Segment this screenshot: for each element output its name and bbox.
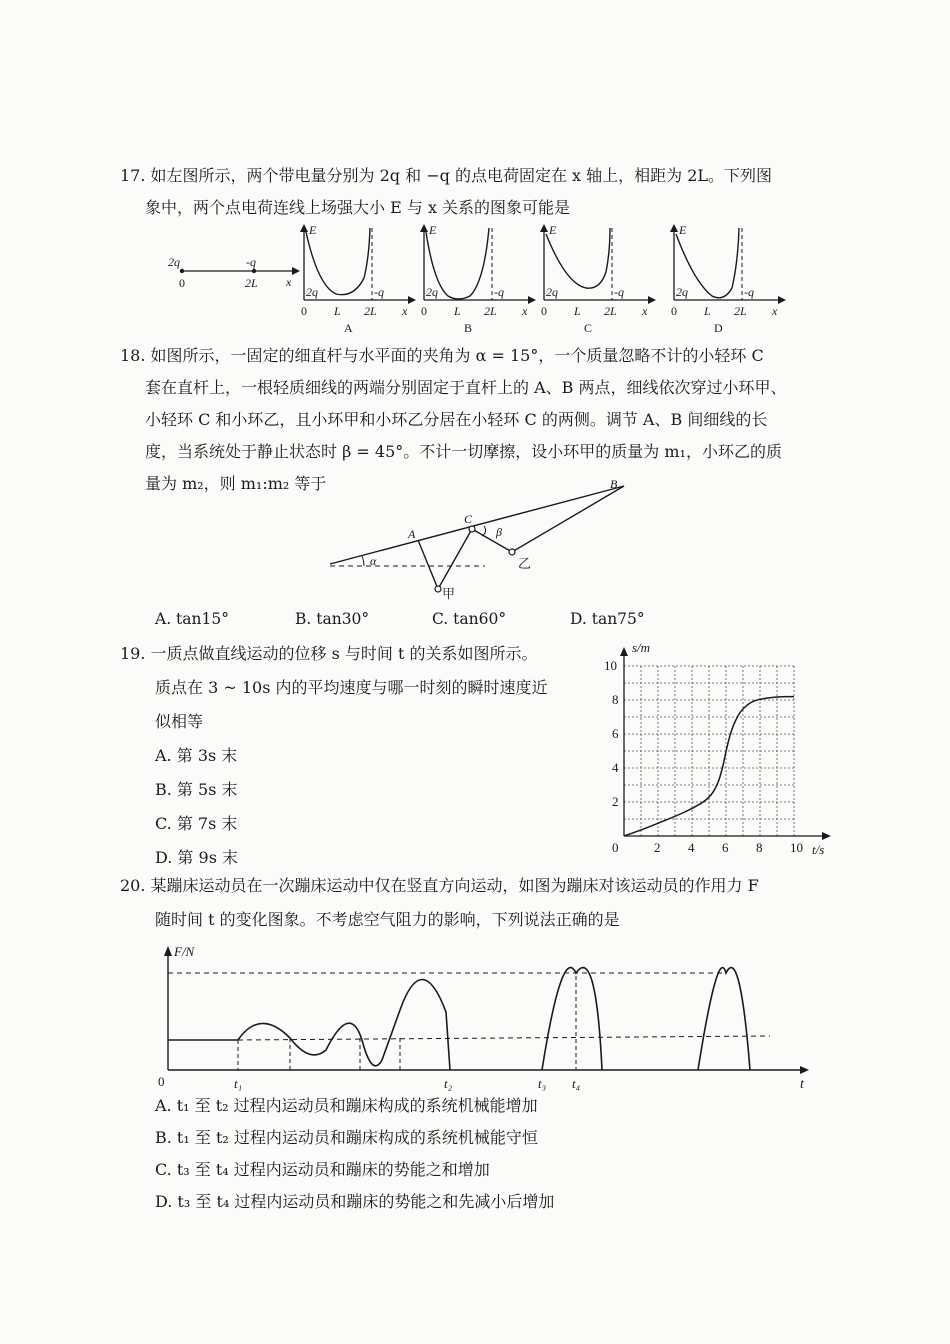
graph-a-x: x bbox=[402, 304, 408, 318]
q20-fig-0: 0 bbox=[158, 1074, 165, 1089]
q17-graph-c bbox=[536, 222, 656, 334]
q18-line3: 小轻环 C 和小环乙，且小环甲和小环乙分居在小轻环 C 的两侧。调节 A、B 间细线的长 bbox=[145, 410, 768, 429]
x-tick-label: 0 bbox=[612, 840, 619, 855]
q18-fig-alpha: α bbox=[370, 554, 377, 568]
x-tick-label: 10 bbox=[790, 840, 803, 855]
graph-a-2L: 2L bbox=[364, 304, 377, 318]
q18-line4: 度，当系统处于静止状态时 β = 45°。不计一切摩擦，设小环甲的质量为 m₁，小环乙的质 bbox=[145, 442, 782, 461]
q17-fig-2q: 2q bbox=[168, 255, 180, 269]
y-tick-label: 6 bbox=[612, 726, 619, 741]
graph-a-negq: -q bbox=[374, 285, 384, 299]
graph-b-E: E bbox=[429, 223, 437, 237]
graph-c-E: E bbox=[549, 223, 557, 237]
q18-option-d: D. tan75° bbox=[570, 610, 645, 628]
q17-graph-b bbox=[416, 222, 536, 334]
x-tick-label: 2 bbox=[654, 840, 661, 855]
q18-line2: 套在直杆上，一根轻质细线的两端分别固定于直杆上的 A、B 两点，细线依次穿过小环甲、 bbox=[145, 378, 787, 397]
y-tick-label: 4 bbox=[612, 760, 619, 775]
graph-b-2L: 2L bbox=[484, 304, 497, 318]
graph-a-label: A bbox=[344, 321, 353, 335]
graph-c-2L: 2L bbox=[604, 304, 617, 318]
q18-line1: 18. 如图所示，一固定的细直杆与水平面的夹角为 α = 15°，一个质量忽略不计的小轻环 C bbox=[120, 346, 764, 365]
graph-d-2L: 2L bbox=[734, 304, 747, 318]
q20-option-c: C. t₃ 至 t₄ 过程内运动员和蹦床的势能之和增加 bbox=[155, 1160, 490, 1179]
q19-line1: 19. 一质点做直线运动的位移 s 与时间 t 的关系如图所示。 bbox=[120, 644, 538, 663]
graph-c-0: 0 bbox=[541, 304, 547, 318]
q18-fig-yi: 乙 bbox=[518, 556, 532, 571]
q20-option-b: B. t₁ 至 t₂ 过程内运动员和蹦床构成的系统机械能守恒 bbox=[155, 1128, 538, 1147]
q20-fig-t: t bbox=[800, 1077, 804, 1092]
q17-line1: 17. 如左图所示，两个带电量分别为 2q 和 −q 的点电荷固定在 x 轴上，相距为 2L。下列图 bbox=[120, 166, 773, 185]
q17-graph-d bbox=[666, 222, 786, 334]
q19-st-chart bbox=[600, 640, 840, 860]
graph-c-L: L bbox=[574, 304, 581, 318]
q20-fig-F: F/N bbox=[174, 944, 195, 959]
y-tick-label: 2 bbox=[612, 794, 619, 809]
q20-force-figure bbox=[150, 940, 820, 1100]
q18-fig-C: C bbox=[464, 512, 473, 526]
q17-fig-2L: 2L bbox=[245, 276, 258, 290]
q18-rod-figure bbox=[320, 470, 640, 600]
q20-option-d: D. t₃ 至 t₄ 过程内运动员和蹦床的势能之和先减小后增加 bbox=[155, 1192, 555, 1211]
graph-a-0: 0 bbox=[301, 304, 307, 318]
q17-line2: 象中，两个点电荷连线上场强大小 E 与 x 关系的图象可能是 bbox=[145, 198, 571, 217]
q18-option-a: A. tan15° bbox=[155, 610, 229, 628]
q17-fig-origin: 0 bbox=[179, 276, 185, 290]
graph-c-x: x bbox=[642, 304, 648, 318]
graph-b-0: 0 bbox=[421, 304, 427, 318]
q20-line1: 20. 某蹦床运动员在一次蹦床运动中仅在竖直方向运动，如图为蹦床对该运动员的作用力 F bbox=[120, 876, 759, 895]
x-tick-label: 4 bbox=[688, 840, 695, 855]
q20-option-a: A. t₁ 至 t₂ 过程内运动员和蹦床构成的系统机械能增加 bbox=[155, 1096, 538, 1115]
graph-c-2q: 2q bbox=[546, 285, 558, 299]
graph-b-2q: 2q bbox=[426, 285, 438, 299]
q20-fig-t2: t₂ bbox=[444, 1076, 453, 1091]
q17-fig-x: x bbox=[286, 275, 292, 289]
graph-d-label: D bbox=[714, 321, 723, 335]
q17-fig-negq: -q bbox=[246, 255, 256, 269]
q18-fig-B: B bbox=[610, 477, 618, 491]
graph-a-E: E bbox=[309, 223, 317, 237]
q19-ylabel: s/m bbox=[632, 640, 651, 655]
q18-fig-jia: 甲 bbox=[442, 586, 456, 601]
graph-b-L: L bbox=[454, 304, 461, 318]
q19-line2: 质点在 3 ~ 10s 内的平均速度与哪一时刻的瞬时速度近 bbox=[155, 678, 548, 697]
graph-d-x: x bbox=[772, 304, 778, 318]
graph-d-negq: -q bbox=[744, 285, 754, 299]
graph-c-negq: -q bbox=[614, 285, 624, 299]
q19-xlabel: t/s bbox=[812, 842, 825, 857]
q17-charge-figure bbox=[160, 248, 300, 298]
graph-a-2q: 2q bbox=[306, 285, 318, 299]
q19-option-b: B. 第 5s 末 bbox=[155, 780, 238, 799]
x-tick-label: 8 bbox=[756, 840, 763, 855]
graph-d-E: E bbox=[679, 223, 687, 237]
graph-b-x: x bbox=[522, 304, 528, 318]
graph-c-label: C bbox=[584, 321, 593, 335]
q20-fig-t3: t₃ bbox=[538, 1076, 547, 1091]
q17-graph-a bbox=[296, 222, 416, 334]
graph-a-L: L bbox=[334, 304, 341, 318]
q18-fig-beta: β bbox=[496, 525, 502, 539]
y-tick-label: 8 bbox=[612, 692, 619, 707]
q18-option-c: C. tan60° bbox=[432, 610, 507, 628]
x-tick-label: 6 bbox=[722, 840, 729, 855]
q19-option-a: A. 第 3s 末 bbox=[155, 746, 238, 765]
graph-d-2q: 2q bbox=[676, 285, 688, 299]
graph-b-label: B bbox=[464, 321, 473, 335]
q18-option-b: B. tan30° bbox=[295, 610, 370, 628]
y-tick-label: 10 bbox=[604, 658, 617, 673]
q19-option-d: D. 第 9s 末 bbox=[155, 848, 238, 867]
graph-d-L: L bbox=[704, 304, 711, 318]
q20-fig-t4: t₄ bbox=[572, 1076, 581, 1091]
q18-fig-A: A bbox=[408, 527, 416, 541]
graph-d-0: 0 bbox=[671, 304, 677, 318]
graph-b-negq: -q bbox=[494, 285, 504, 299]
q19-option-c: C. 第 7s 末 bbox=[155, 814, 238, 833]
q19-line3: 似相等 bbox=[155, 712, 204, 731]
q20-line2: 随时间 t 的变化图象。不考虑空气阻力的影响，下列说法正确的是 bbox=[155, 910, 620, 929]
q20-fig-t1: t₁ bbox=[234, 1076, 243, 1091]
q18-line5: 量为 m₂，则 m₁:m₂ 等于 bbox=[145, 474, 327, 493]
